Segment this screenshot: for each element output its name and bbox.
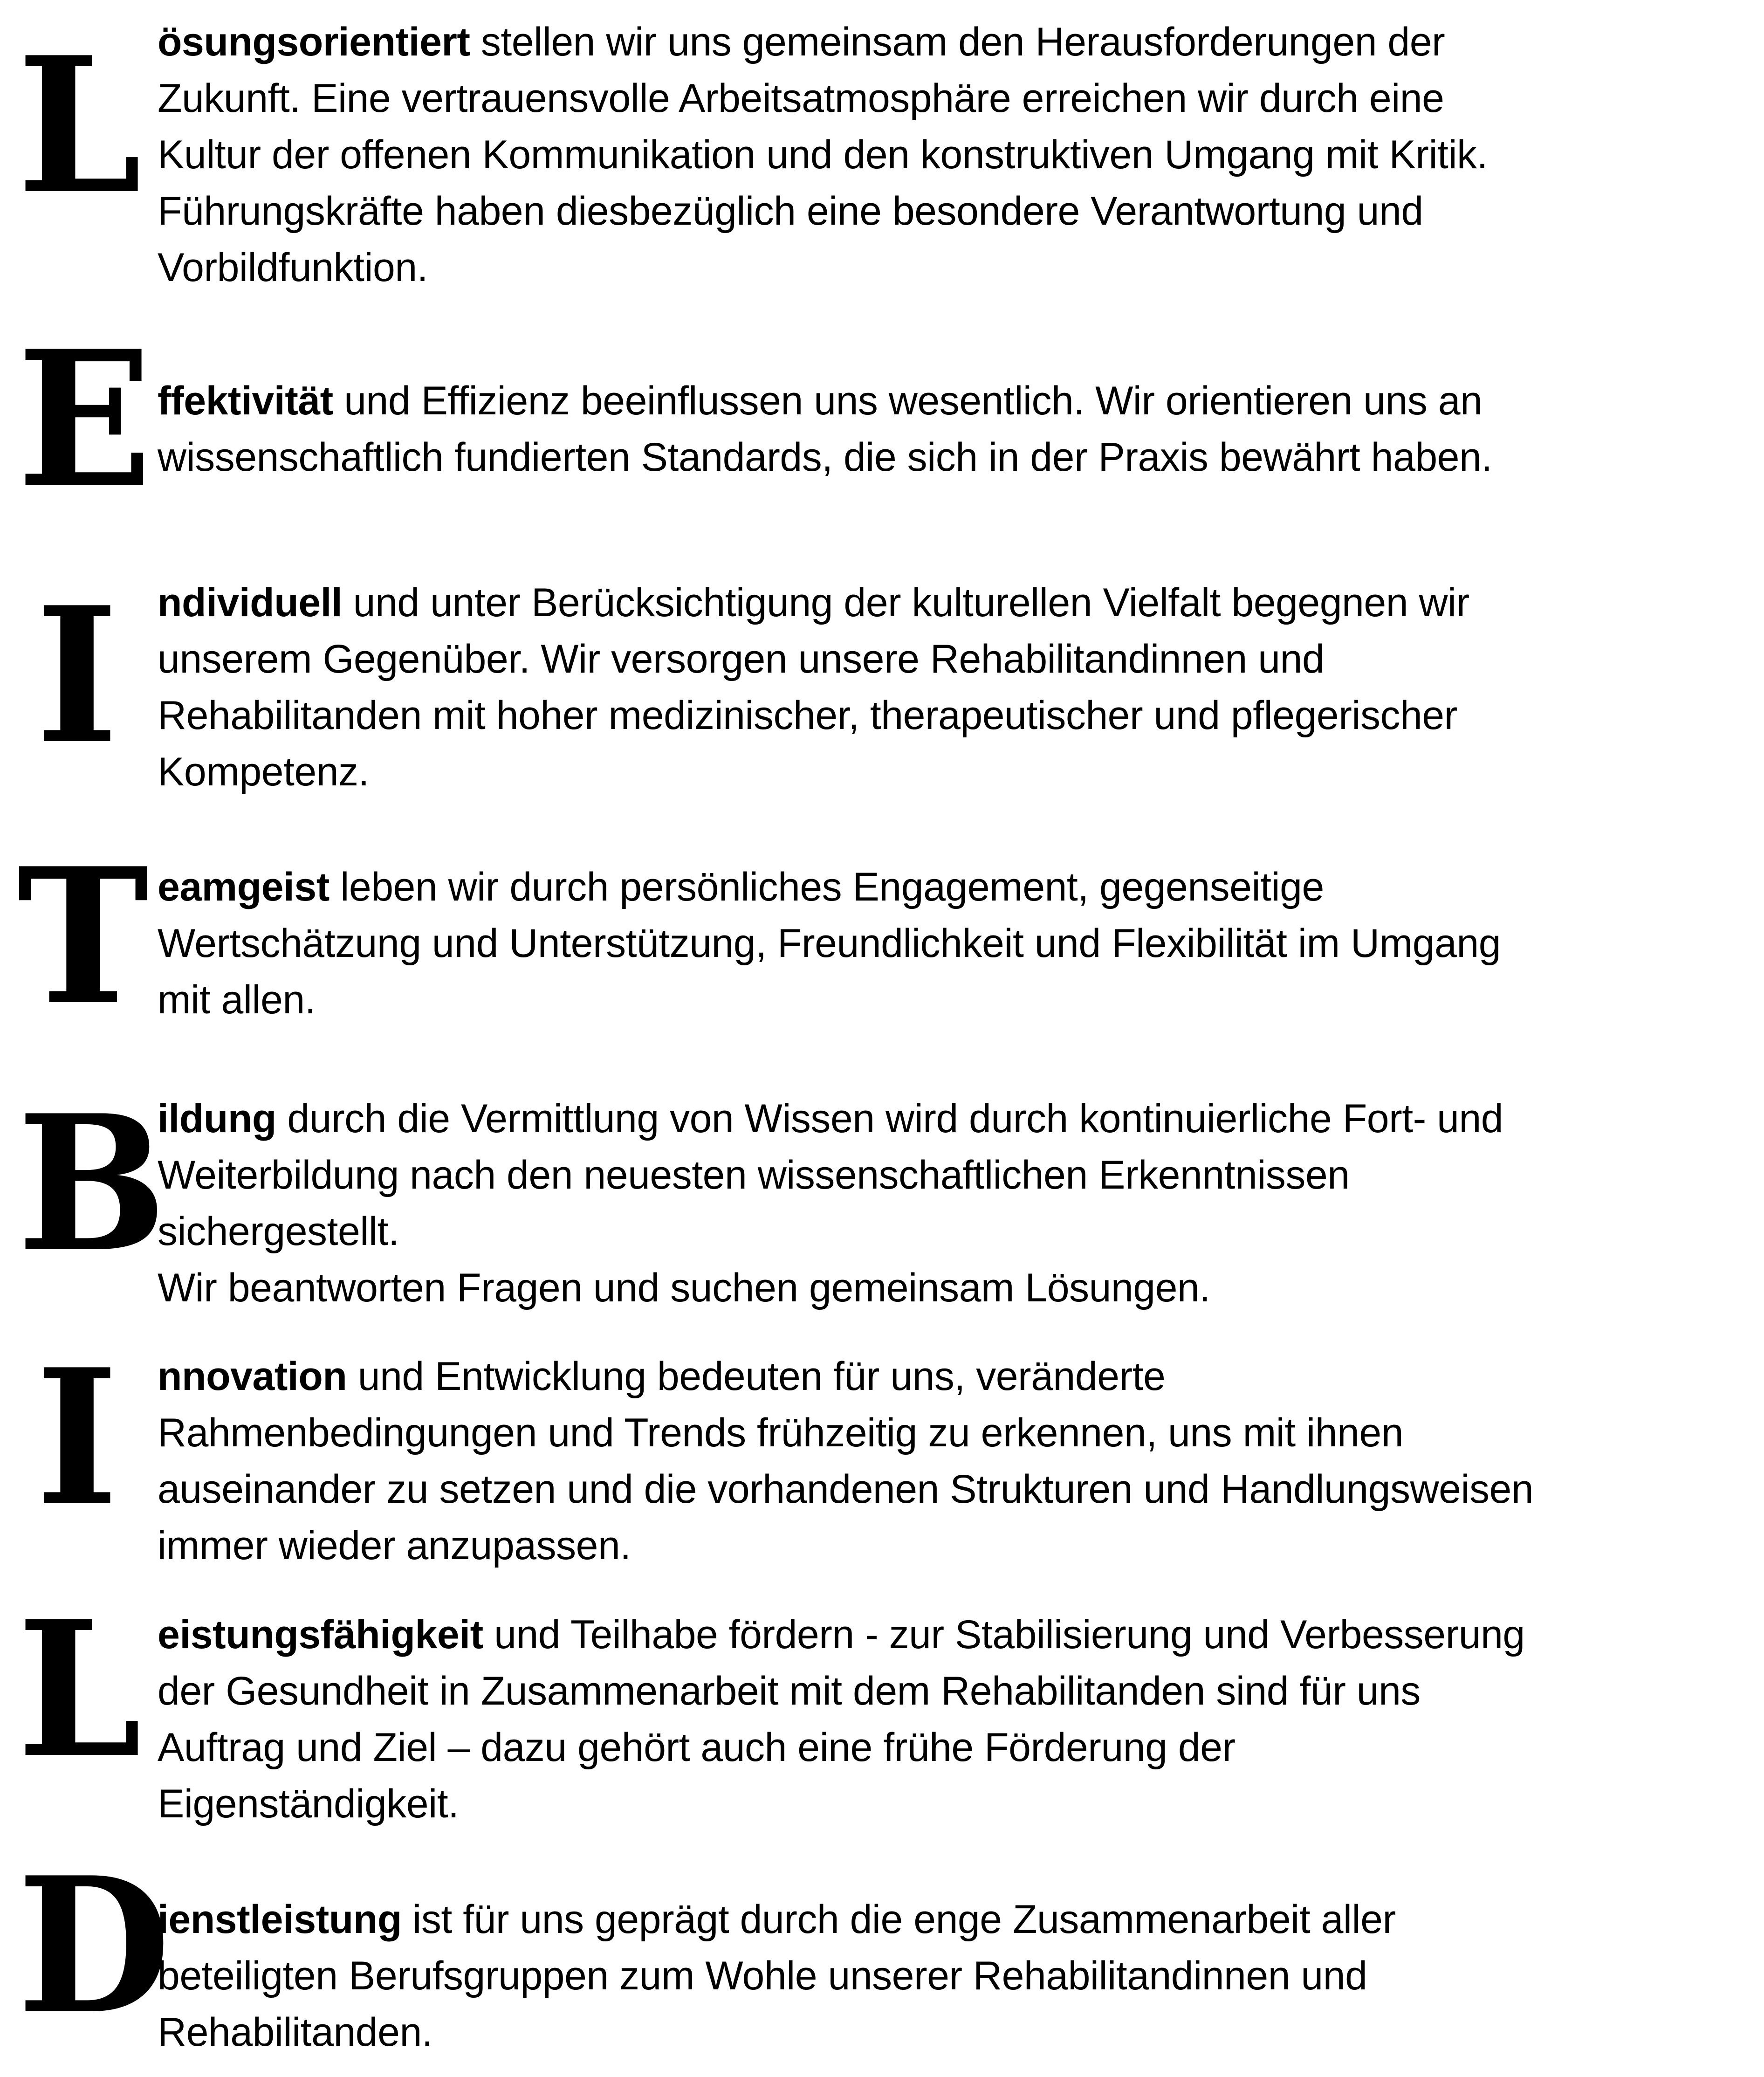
drop-cap-letter: I (35, 1328, 118, 1547)
section-paragraph: eamgeist leben wir durch persönliches Engagement, gegenseitige Wertschätzung und Unterstützung, Freundlichkeit und Flexibilität im Umgang mit allen. (158, 865, 1501, 1022)
section-keyword: eamgeist (158, 865, 329, 909)
section-keyword: ndividuell (158, 580, 343, 625)
drop-cap-letter: L (17, 1580, 142, 1799)
section-paragraph: ösungsorientiert stellen wir uns gemeinsam den Herausforderungen der Zukunft. Eine vertrauensvolle Arbeitsatmosphäre erreichen wir durch eine Kultur der offenen Kommunikation und den konstruktiven Umgang mit Kritik. Führungskräfte haben diesbezüglich eine besondere Verantwortung und Vorbildfunktion. (158, 20, 1488, 290)
section-paragraph: ienstleistung ist für uns geprägt durch die enge Zusammenarbeit aller beteiligten Berufsgruppen zum Wohle unserer Rehabilitandinnen und Rehabilitanden. (158, 1897, 1396, 2055)
drop-cap-letter: D (17, 1836, 171, 2056)
section-keyword: nnovation (158, 1354, 347, 1399)
section-paragraph: ffektivität und Effizienz beeinflussen uns wesentlich. Wir orientieren uns an wissenschaftlich fundierten Standards, die sich in der Praxis bewährt haben. (158, 378, 1492, 480)
drop-cap-letter: L (17, 16, 142, 235)
drop-cap-letter: T (17, 827, 149, 1046)
section-paragraph: eistungsfähigkeit und Teilhabe fördern - zur Stabilisierung und Verbesserung der Gesundheit in Zusammenarbeit mit dem Rehabilitanden sind für uns Auftrag und Ziel – dazu gehört auch eine frühe Förderung der Eigenständigkeit. (158, 1612, 1525, 1826)
drop-cap-letter: I (35, 566, 118, 785)
section-paragraph: nnovation und Entwicklung bedeuten für uns, veränderte Rahmenbedingungen und Trends frühzeitig zu erkennen, uns mit ihnen auseinander zu setzen und die vorhandenen Strukturen und Handlungsweisen immer wieder anzupassen. (158, 1354, 1534, 1568)
section-paragraph: ildung durch die Vermittlung von Wissen wird durch kontinuierliche Fort- und Weiterbildung nach den neuesten wissenschaftlichen Erkenntnissen sichergestellt. Wir beantworten Fragen und suchen gemeinsam Lösungen. (158, 1096, 1503, 1310)
drop-cap-letter: E (17, 310, 152, 529)
drop-cap-letter: B (17, 1074, 167, 1293)
section-keyword: ildung (158, 1096, 276, 1141)
section-keyword: ösungsorientiert (158, 20, 470, 64)
section-paragraph: ndividuell und unter Berücksichtigung der kulturellen Vielfalt begegnen wir unserem Gegenüber. Wir versorgen unsere Rehabilitandinnen und Rehabilitanden mit hoher medizinischer, therapeutischer und pflegerischer Kompetenz. (158, 580, 1469, 794)
section-keyword: eistungsfähigkeit (158, 1612, 483, 1657)
section-keyword: ienstleistung (158, 1897, 402, 1942)
section-keyword: ffektivität (158, 378, 333, 423)
